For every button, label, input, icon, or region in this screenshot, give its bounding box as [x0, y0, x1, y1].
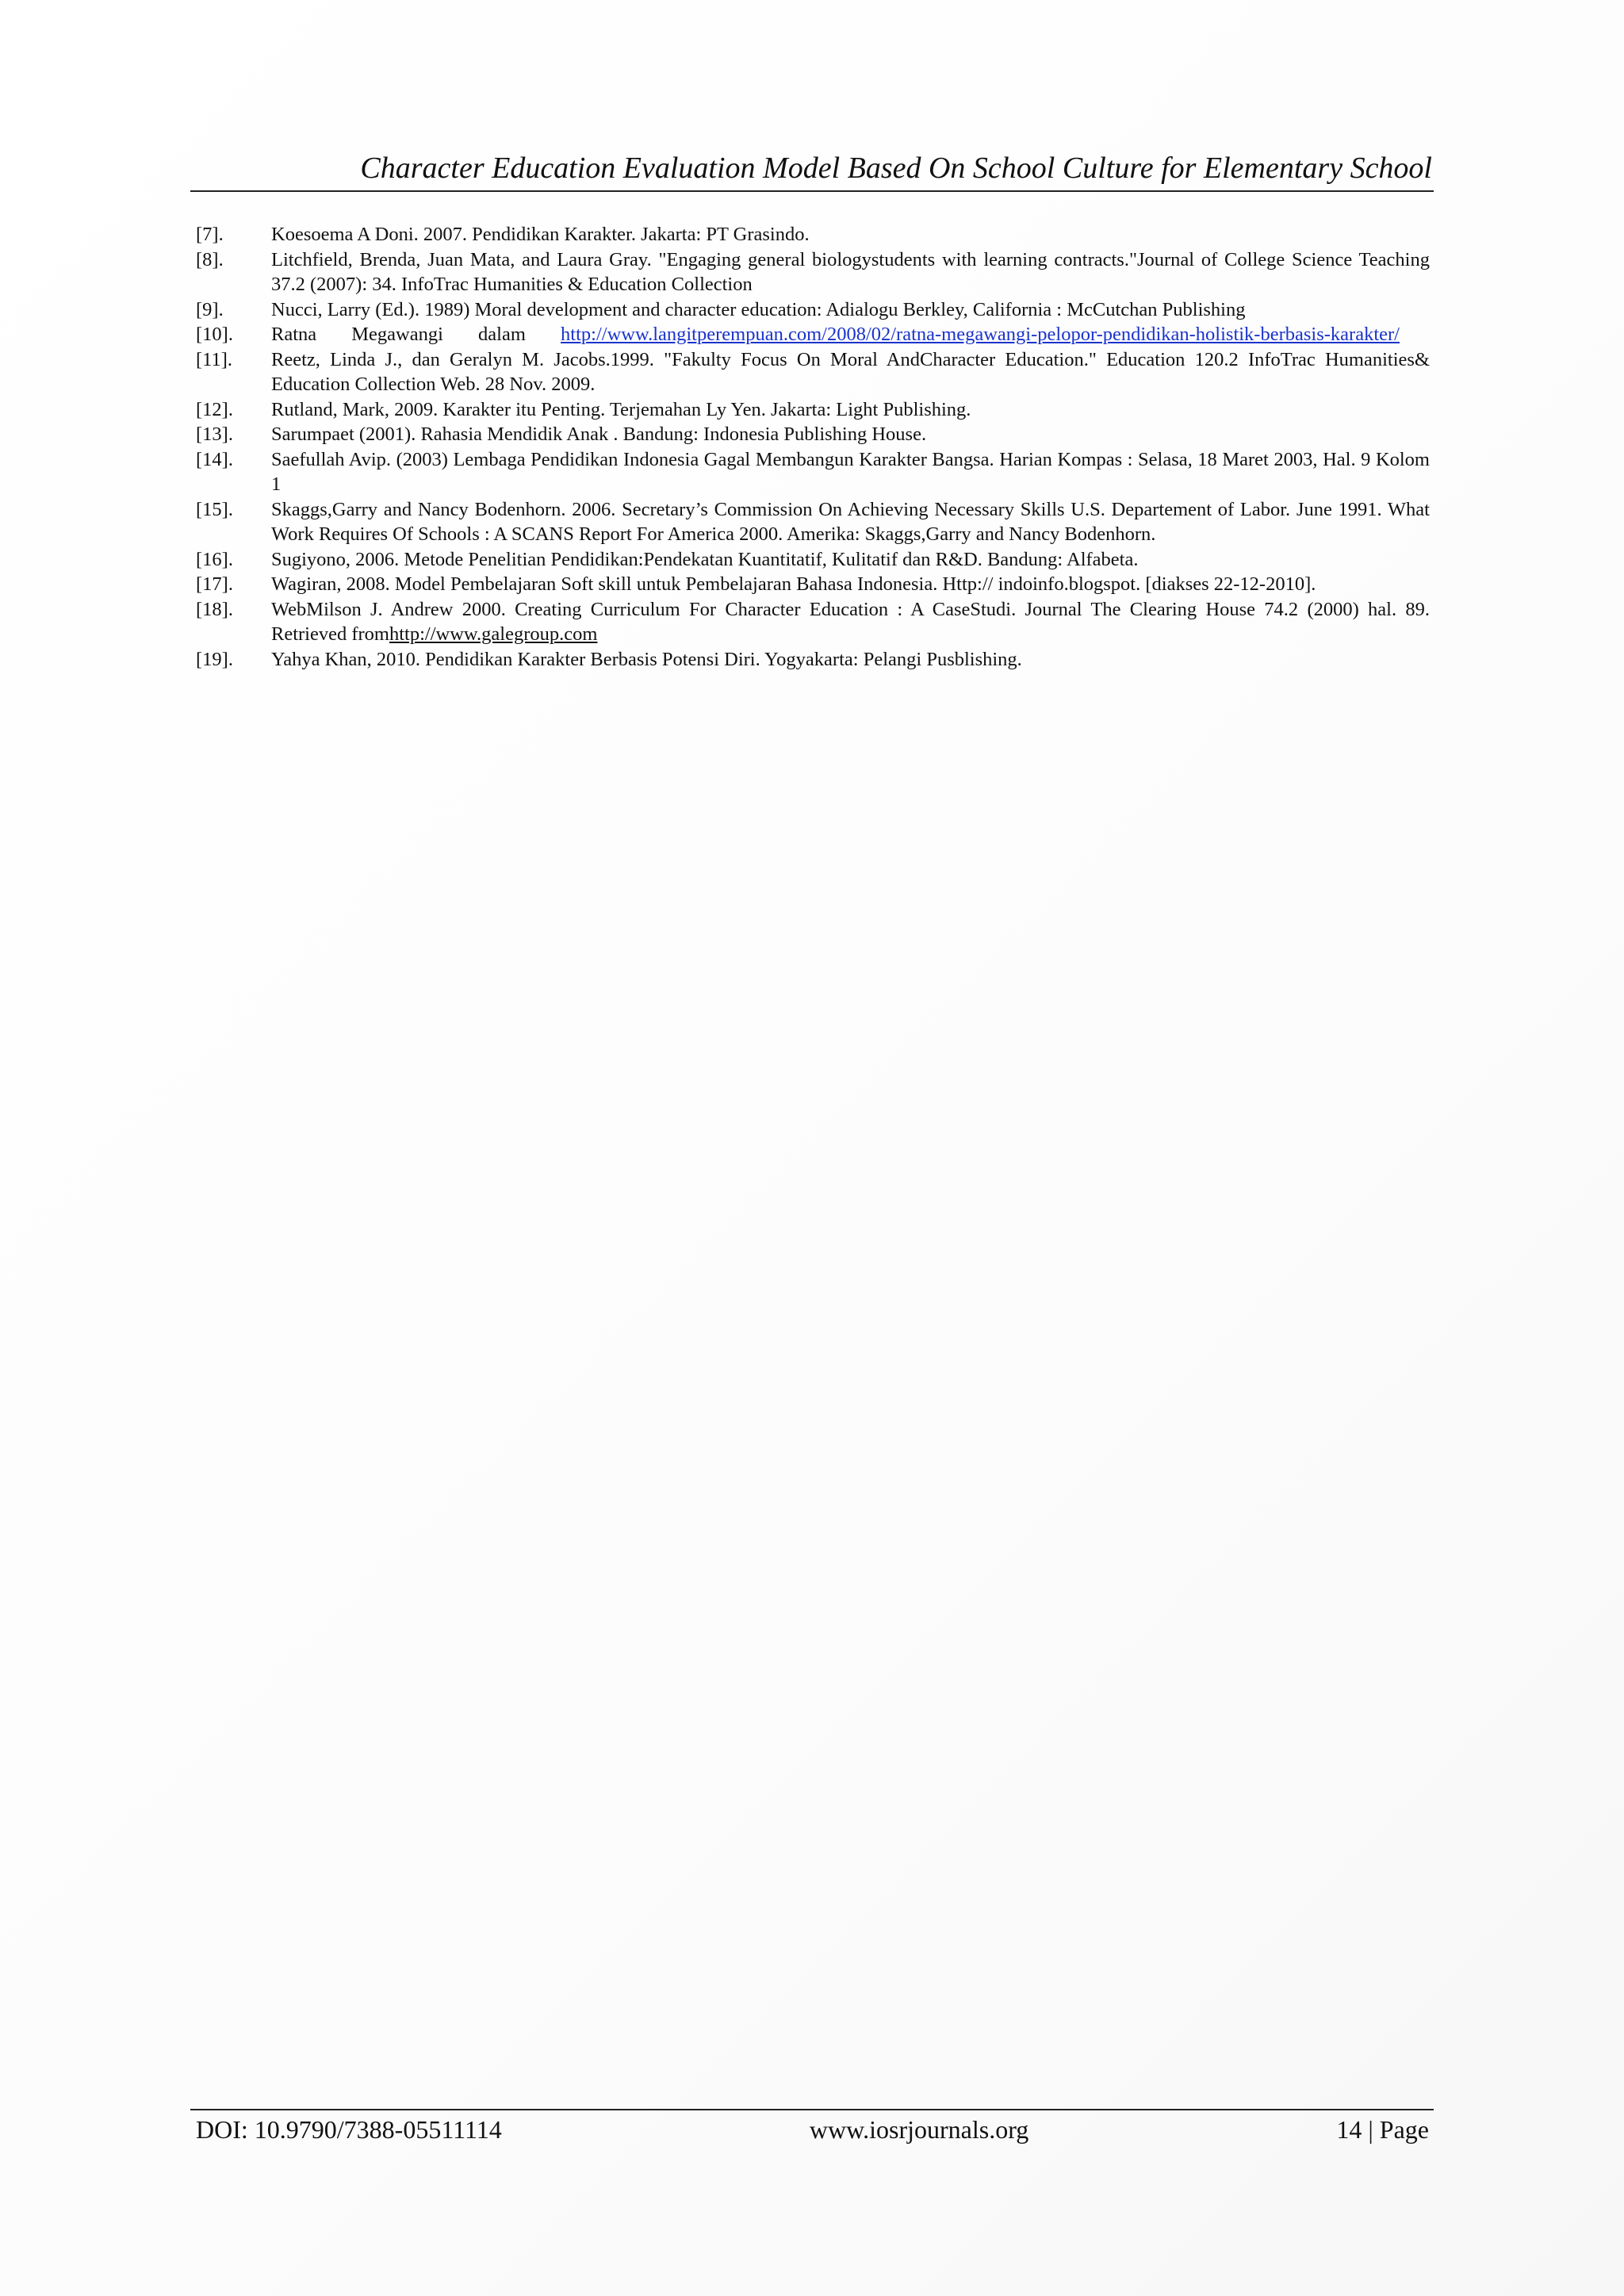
reference-body: Reetz, Linda J., dan Geralyn M. Jacobs.1999. "Fakulty Focus On Moral AndCharacter Education." Education 120.2 InfoTrac Humanities& Education Collection Web. 28 Nov. 2009. [271, 348, 1430, 395]
reference-number: [17]. [196, 573, 233, 595]
reference-body: Skaggs,Garry and Nancy Bodenhorn. 2006. Secretary’s Commission On Achieving Necessary Skills U.S. Departement of Labor. June 1991. What Work Requires Of Schools : A SCANS Report For America 2000. Amerika: Skaggs,Garry and Nancy Bodenhorn. [271, 498, 1430, 545]
footer-website: www.iosrjournals.org [809, 2115, 1029, 2144]
reference-item [196, 497, 1430, 547]
reference-number: [7]. [196, 224, 224, 245]
footer-divider [190, 2109, 1434, 2110]
footer-doi: DOI: 10.9790/7388-05511114 [196, 2115, 502, 2144]
reference-number: [9]. [196, 298, 224, 320]
reference-text [271, 347, 1430, 397]
reference-text [271, 422, 1430, 447]
reference-text [271, 547, 1430, 573]
reference-item [196, 347, 1430, 397]
reference-text [271, 322, 1430, 347]
reference-number: [12]. [196, 398, 233, 420]
reference-text [271, 572, 1430, 597]
reference-link[interactable]: http://www.galegroup.com [389, 623, 598, 645]
reference-item [196, 547, 1430, 573]
reference-body: Saefullah Avip. (2003) Lembaga Pendidikan Indonesia Gagal Membangun Karakter Bangsa. Harian Kompas : Selasa, 18 Maret 2003, Hal. 9 Kolom 1 [271, 448, 1430, 495]
reference-number: [10]. [196, 324, 233, 345]
footer-page-number: 14 | Page [1336, 2115, 1429, 2144]
reference-item [196, 597, 1430, 647]
reference-item [196, 222, 1430, 247]
reference-number: [8]. [196, 248, 224, 270]
reference-item [196, 422, 1430, 447]
reference-text [271, 497, 1430, 547]
reference-link[interactable]: http://www.langitperempuan.com/2008/02/ratna-megawangi-pelopor-pendidikan-holistik-berbasis-karakter/ [561, 324, 1400, 345]
reference-body: Ratna Megawangi dalam [271, 324, 561, 345]
reference-number: [13]. [196, 424, 233, 445]
reference-body: Sugiyono, 2006. Metode Penelitian Pendidikan:Pendekatan Kuantitatif, Kulitatif dan R&D. Bandung: Alfabeta. [271, 548, 1139, 570]
reference-body: Litchfield, Brenda, Juan Mata, and Laura Gray. "Engaging general biologystudents with learning contracts."Journal of College Science Teaching 37.2 (2007): 34. InfoTrac Humanities & Education Collection [271, 248, 1430, 295]
reference-text [271, 597, 1430, 647]
reference-text [271, 297, 1430, 323]
reference-number: [19]. [196, 648, 233, 670]
reference-number: [11]. [196, 348, 233, 370]
reference-text [271, 647, 1430, 673]
reference-text [271, 222, 1430, 247]
reference-body: WebMilson J. Andrew 2000. Creating Curriculum For Character Education : A CaseStudi. Journal The Clearing House 74.2 (2000) hal. 89. Retrieved from [271, 598, 1430, 645]
reference-item [196, 447, 1430, 497]
reference-body: Nucci, Larry (Ed.). 1989) Moral development and character education: Adialogu Berkley, California : McCutchan Publishing [271, 298, 1246, 320]
reference-item [196, 247, 1430, 297]
reference-body: Sarumpaet (2001). Rahasia Mendidik Anak . Bandung: Indonesia Publishing House. [271, 424, 927, 445]
running-header-title: Character Education Evaluation Model Based On School Culture for Elementary School [360, 151, 1432, 185]
reference-text [271, 247, 1430, 297]
header-divider [190, 190, 1434, 192]
reference-item [196, 297, 1430, 323]
reference-number: [18]. [196, 598, 233, 620]
reference-body: Rutland, Mark, 2009. Karakter itu Penting. Terjemahan Ly Yen. Jakarta: Light Publishing. [271, 398, 971, 420]
reference-body: Koesoema A Doni. 2007. Pendidikan Karakter. Jakarta: PT Grasindo. [271, 224, 810, 245]
page-footer [196, 2114, 1429, 2145]
reference-number: [14]. [196, 448, 233, 470]
reference-body: Yahya Khan, 2010. Pendidikan Karakter Berbasis Potensi Diri. Yogyakarta: Pelangi Pusblishing. [271, 648, 1022, 670]
reference-body: Wagiran, 2008. Model Pembelajaran Soft skill untuk Pembelajaran Bahasa Indonesia. Http:// indoinfo.blogspot. [diakses 22-12-2010]. [271, 573, 1316, 595]
reference-text [271, 397, 1430, 423]
reference-number: [16]. [196, 548, 233, 570]
reference-item [196, 322, 1430, 347]
reference-number: [15]. [196, 498, 233, 520]
reference-item [196, 572, 1430, 597]
reference-item [196, 647, 1430, 673]
reference-list [196, 222, 1430, 672]
reference-text [271, 447, 1430, 497]
reference-item [196, 397, 1430, 423]
